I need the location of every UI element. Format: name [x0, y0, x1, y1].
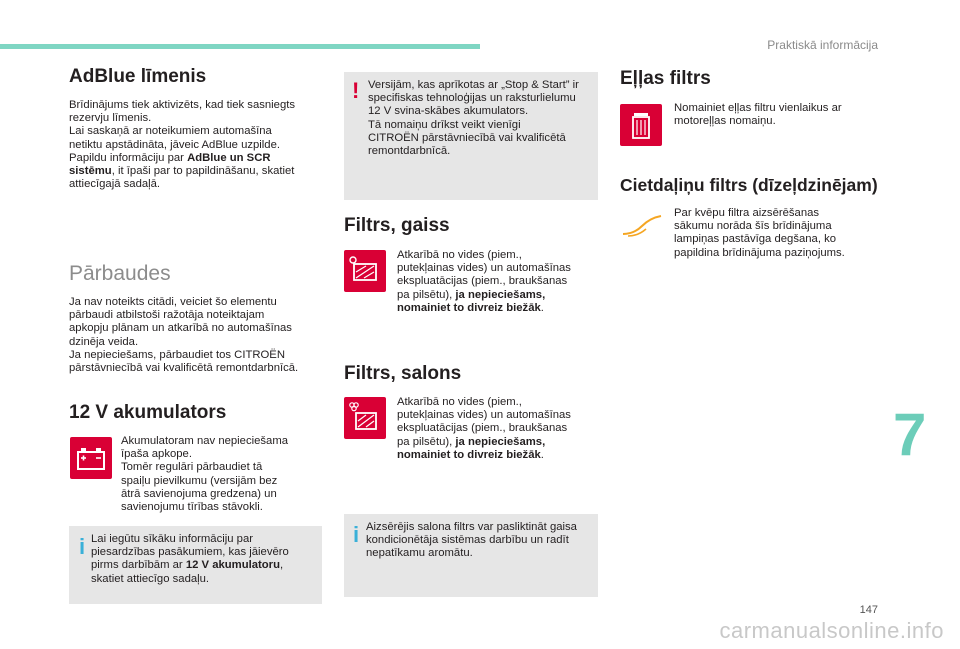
info-icon: i — [79, 534, 86, 559]
cabin-filter-text: Atkarībā no vides (piem., putekļainas vides) un automašīnas ekspluatācijas (piem., braukšanas pa pilsētu), ja nepieciešams, nomainiet to divreiz biežāk. — [397, 396, 571, 461]
battery-text: Akumulatoram nav nepieciešama īpaša apkope. Tomēr regulāri pārbaudiet tā spaiļu pievilkumu (versijām bez ātrā savienojuma gredzena) un savienojumu tīrības stāvokli. — [121, 435, 289, 514]
section-title: Praktiskā informācija — [767, 38, 878, 52]
oil-filter-text: Nomainiet eļļas filtru vienlaikus ar motoreļļas nomaiņu. — [674, 102, 842, 128]
cabin-filter-info-note — [344, 514, 598, 597]
page-number: 147 — [859, 604, 878, 616]
checks-text: Ja nav noteikts citādi, veiciet šo elementu pārbaudi atbilstoši ražotāja noteiktajam apkopju plānam un atkarībā no automašīnas dzinēja veida. Ja nepieciešams, pārbaudiet tos CITROËN pārstāvniecībā vai kvalificētā remontdarbnīcā. — [69, 296, 299, 375]
stopstart-warning-text: Versijām, kas aprīkotas ar „Stop & Start” ir specifiskas tehnoloģijas un raksturlielumu 12 V svina-skābes akumulators. Tā nomaiņu drīkst veikt vienīgi CITROËN pārstāvniecībā vai kvalificētā remontdarbnīcā. — [368, 79, 579, 158]
chapter-number: 7 — [893, 401, 927, 468]
particle-filter-text: Par kvēpu filtra aizsērēšanas sākumu norāda šīs brīdinājuma lampiņas pastāvīga degšana, ko papildina brīdinājuma paziņojums. — [674, 207, 845, 259]
checks-heading: Pārbaudes — [69, 262, 171, 285]
adblue-text: Brīdinājums tiek aktivizēts, kad tiek sasniegts rezervju līmenis. Lai saskaņā ar noteikumiem automašīna netiktu apstādināta, jāveic AdBlue uzpilde. Papildu informāciju par AdBlue un SCR sistēmu, it īpaši par to papildināšanu, skatiet attiecīgajā sadaļā. — [69, 99, 296, 191]
section-accent-bar — [0, 44, 480, 49]
cabin-filter-note-text: Aizsērējis salona filtrs var pasliktināt gaisa kondicionētāja sistēmas darbību un radīt nepatīkamu aromātu. — [366, 521, 577, 560]
battery-info-note — [69, 526, 322, 604]
stopstart-warning-note — [344, 72, 598, 200]
oil-filter-heading: Eļļas filtrs — [620, 68, 711, 89]
battery-icon — [70, 437, 112, 479]
battery-heading: 12 V akumulators — [69, 402, 227, 423]
warning-icon: ! — [352, 78, 360, 103]
particle-filter-warning-icon — [620, 210, 664, 240]
cabin-filter-heading: Filtrs, salons — [344, 363, 462, 384]
particle-filter-heading: Cietdaļiņu filtrs (dīzeļdzinējam) — [620, 175, 878, 195]
cabin-filter-icon — [344, 397, 386, 439]
air-filter-heading: Filtrs, gaiss — [344, 215, 450, 236]
oil-filter-icon — [620, 104, 662, 146]
air-filter-icon — [344, 250, 386, 292]
adblue-heading: AdBlue līmenis — [69, 66, 207, 87]
info-icon: i — [353, 522, 360, 547]
watermark: carmanualsonline.info — [719, 618, 944, 643]
battery-note-text: Lai iegūtu sīkāku informāciju par piesardzības pasākumiem, kas jāievēro pirms darbībām ar 12 V akumulatoru, skatiet attiecīgo sadaļu. — [91, 533, 289, 585]
air-filter-text: Atkarībā no vides (piem., putekļainas vides) un automašīnas ekspluatācijas (piem., braukšanas pa pilsētu), ja nepieciešams, nomainiet to divreiz biežāk. — [397, 249, 571, 314]
